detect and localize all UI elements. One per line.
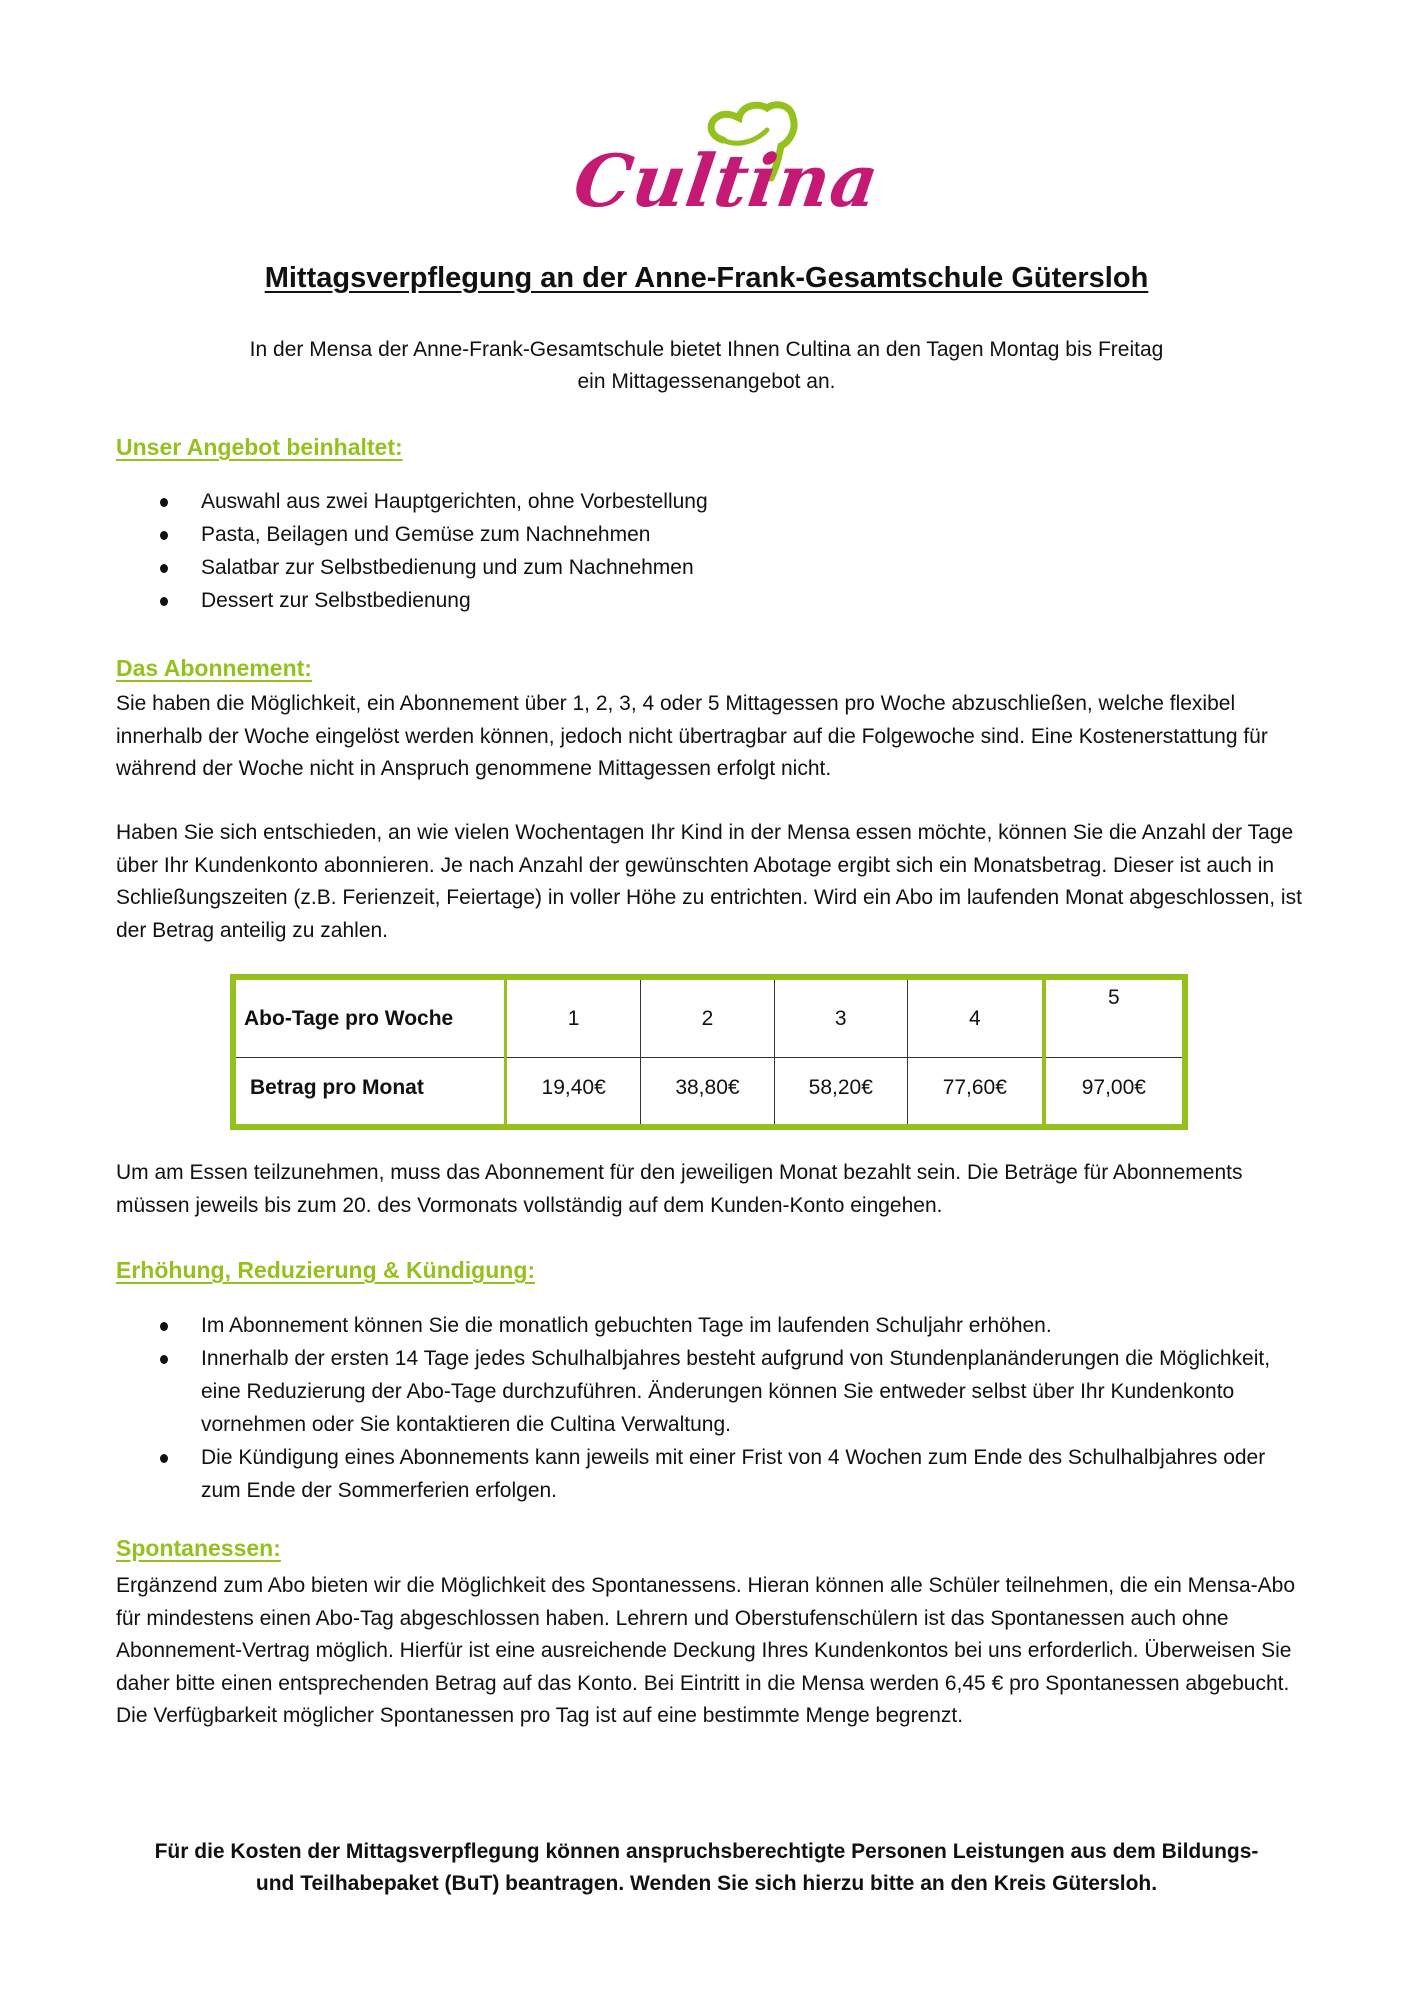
section-heading-offer: Unser Angebot beinhaltet: bbox=[116, 434, 403, 460]
list-item: Innerhalb der ersten 14 Tage jedes Schulhalbjahres besteht aufgrund von Stundenplanänderungen die Möglichkeit, eine Reduzierung der Abo-Tage durchzuführen. Änderungen können Sie entweder selbst über Ihr Kundenkonto vornehmen oder Sie kontaktieren die Cultina Verwaltung. bbox=[116, 1342, 1306, 1441]
price-cell: 97,00€ bbox=[1044, 1058, 1185, 1128]
page-title: Mittagsverpflegung an der Anne-Frank-Gesamtschule Gütersloh bbox=[264, 262, 1149, 294]
subscription-paragraph-2: Haben Sie sich entschieden, an wie vielen Wochentagen Ihr Kind in der Mensa essen möchte, können Sie die Anzahl der Tage über Ihr Kundenkonto abonnieren. Je nach Anzahl der gewünschten Abotage ergibt sich ein Monatsbetrag. Dieser ist auch in Schließungszeiten (z.B. Ferienzeit, Feiertage) in voller Höhe zu entrichten. Wird ein Abo im laufenden Monat abgeschlossen, ist der Betrag anteilig zu zahlen. bbox=[116, 821, 1302, 942]
cultina-logo bbox=[565, 100, 885, 240]
row-label-days: Abo-Tage pro Woche bbox=[233, 977, 506, 1058]
bullet-icon bbox=[160, 531, 168, 540]
price-cell: 58,20€ bbox=[774, 1058, 907, 1128]
days-cell: 5 bbox=[1044, 977, 1185, 1058]
logo-wordmark: Cultina bbox=[569, 138, 885, 223]
days-cell: 1 bbox=[506, 977, 641, 1058]
subscription-paragraph-1: Sie haben die Möglichkeit, ein Abonnement über 1, 2, 3, 4 oder 5 Mittagessen pro Woche abzuschließen, welche flexibel innerhalb der Woche eingelöst werden können, jedoch nicht übertragbar auf die Folgewoche sind. Eine Kostenerstattung für während der Woche nicht in Anspruch genommene Mittagessen erfolgt nicht. bbox=[116, 692, 1268, 780]
list-item: Dessert zur Selbstbedienung bbox=[116, 584, 1296, 617]
changes-list bbox=[116, 1309, 1306, 1507]
table-row-prices bbox=[233, 1058, 1185, 1128]
days-cell: 4 bbox=[907, 977, 1043, 1058]
intro-line-2: ein Mittagessenangebot an. bbox=[577, 370, 836, 393]
footer-note bbox=[100, 1836, 1313, 1900]
price-table bbox=[230, 974, 1188, 1130]
list-item: Im Abonnement können Sie die monatlich gebuchten Tage im laufenden Schuljahr erhöhen. bbox=[116, 1309, 1306, 1342]
bullet-icon bbox=[160, 564, 168, 573]
price-cell: 19,40€ bbox=[506, 1058, 641, 1128]
bullet-icon bbox=[160, 498, 168, 507]
section-heading-subscription: Das Abonnement: bbox=[116, 655, 312, 681]
list-item: Die Kündigung eines Abonnements kann jeweils mit einer Frist von 4 Wochen zum Ende des Schulhalbjahres oder zum Ende der Sommerferien erfolgen. bbox=[116, 1441, 1306, 1507]
row-label-price: Betrag pro Monat bbox=[233, 1058, 506, 1128]
days-cell: 2 bbox=[641, 977, 774, 1058]
price-cell: 38,80€ bbox=[641, 1058, 774, 1128]
bullet-icon bbox=[160, 1454, 168, 1463]
intro-text bbox=[150, 334, 1263, 398]
offer-list bbox=[116, 485, 1296, 617]
footer-line-2: und Teilhabepaket (BuT) beantragen. Wenden Sie sich hierzu bitte an den Kreis Gütersloh. bbox=[255, 1872, 1158, 1895]
days-cell: 3 bbox=[774, 977, 907, 1058]
list-item: Salatbar zur Selbstbedienung und zum Nachnehmen bbox=[116, 551, 1296, 584]
table-row-days bbox=[233, 977, 1185, 1058]
price-cell: 77,60€ bbox=[907, 1058, 1043, 1128]
list-item: Auswahl aus zwei Hauptgerichten, ohne Vorbestellung bbox=[116, 485, 1296, 518]
spontaneous-paragraph: Ergänzend zum Abo bieten wir die Möglichkeit des Spontanessens. Hieran können alle Schüler teilnehmen, die ein Mensa-Abo für mindestens einen Abo-Tag abgeschlossen haben. Lehrern und Oberstufenschülern ist das Spontanessen auch ohne Abonnement-Vertrag möglich. Hierfür ist eine ausreichende Deckung Ihres Kundenkontos bei uns erforderlich. Überweisen Sie daher bitte einen entsprechenden Betrag auf das Konto. Bei Eintritt in die Mensa werden 6,45 € pro Spontanessen abgebucht. Die Verfügbarkeit möglicher Spontanessen pro Tag ist auf eine bestimmte Menge begrenzt. bbox=[116, 1574, 1296, 1727]
bullet-icon bbox=[160, 1322, 168, 1331]
bullet-icon bbox=[160, 1355, 168, 1364]
footer-line-1: Für die Kosten der Mittagsverpflegung können anspruchsberechtigte Personen Leistungen aus dem Bildungs- bbox=[154, 1840, 1259, 1863]
intro-line-1: In der Mensa der Anne-Frank-Gesamtschule bietet Ihnen Cultina an den Tagen Montag bis Freitag bbox=[249, 338, 1164, 361]
list-item: Pasta, Beilagen und Gemüse zum Nachnehmen bbox=[116, 518, 1296, 551]
section-heading-spontaneous: Spontanessen: bbox=[116, 1535, 281, 1561]
bullet-icon bbox=[160, 597, 168, 606]
subscription-paragraph-3: Um am Essen teilzunehmen, muss das Abonnement für den jeweiligen Monat bezahlt sein. Die Beträge für Abonnements müssen jeweils bis zum 20. des Vormonats vollständig auf dem Kunden-Konto eingehen. bbox=[116, 1161, 1243, 1217]
section-heading-changes: Erhöhung, Reduzierung & Kündigung: bbox=[116, 1257, 536, 1283]
